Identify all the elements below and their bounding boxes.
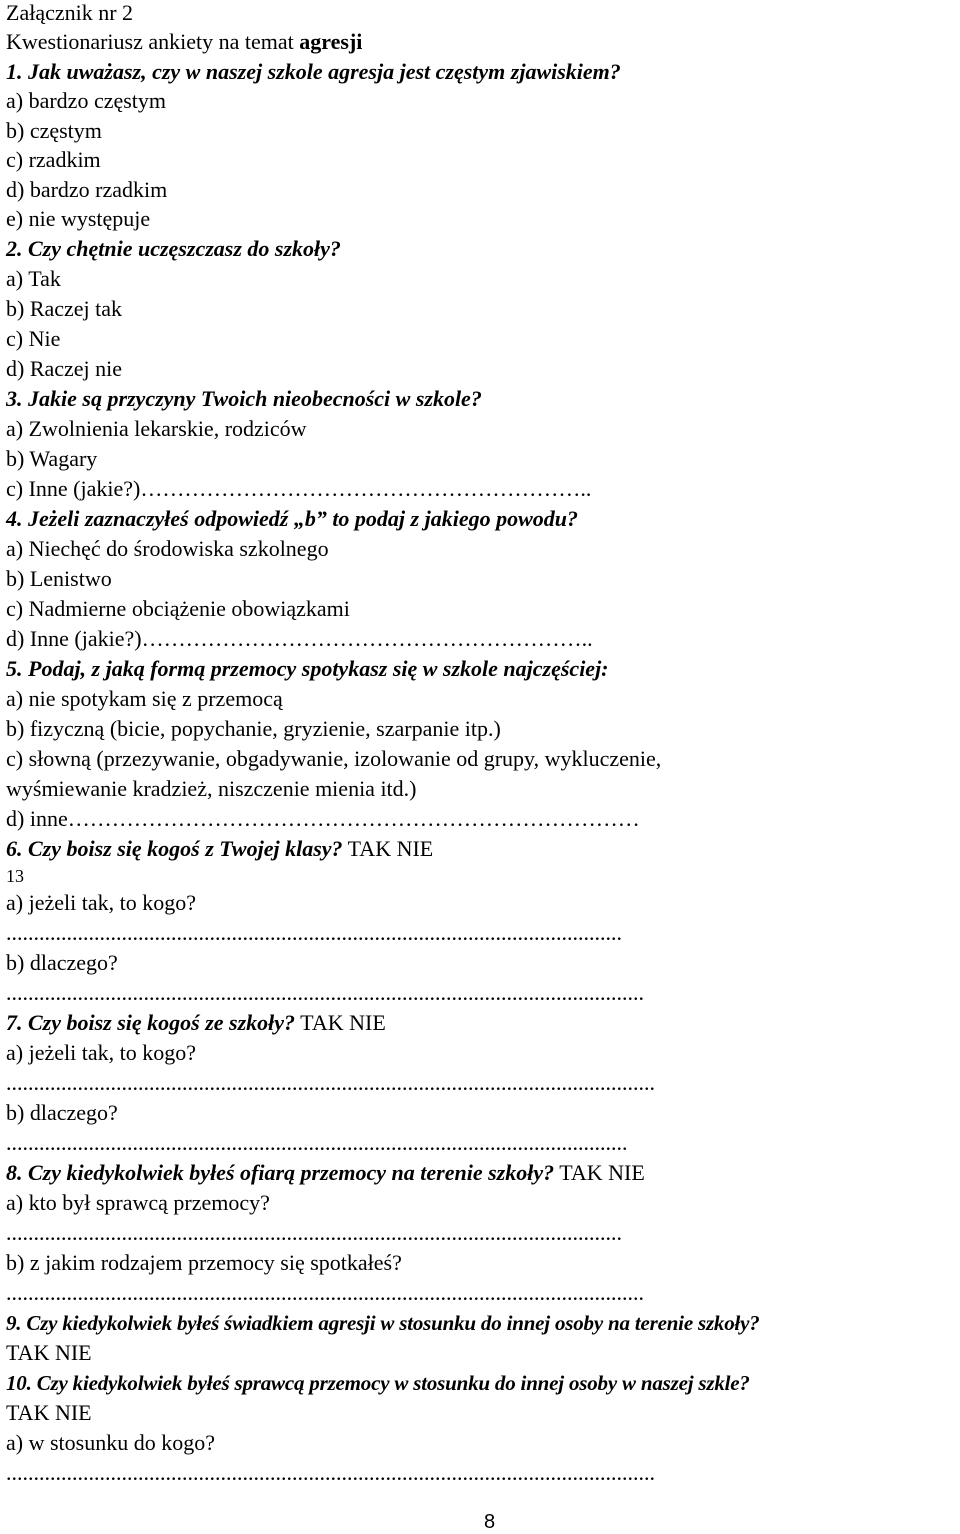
q6-answer-dots-a: ................................................................................................................ — [6, 920, 622, 945]
q5-option-c-continued: wyśmiewanie kradzież, niszczenie mienia itd.) — [6, 776, 417, 801]
question-6 — [6, 836, 433, 862]
question-7-text: 7. Czy boisz się kogoś ze szkoły? — [6, 1010, 296, 1035]
question-4: 4. Jeżeli zaznaczyłeś odpowiedź „b” to podaj z jakiego powodu? — [6, 506, 578, 531]
q1-option-d: d) bardzo rzadkim — [6, 177, 168, 202]
q5-option-a: a) nie spotykam się z przemocą — [6, 686, 283, 711]
q7-line-a: a) jeżeli tak, to kogo? — [6, 1040, 196, 1065]
q8-line-b: b) z jakim rodzajem przemocy się spotkałeś? — [6, 1250, 402, 1275]
question-7-answer: TAK NIE — [295, 1010, 386, 1035]
question-7 — [6, 1010, 386, 1036]
questionnaire-title — [6, 29, 362, 55]
q6-line-a: a) jeżeli tak, to kogo? — [6, 890, 196, 915]
q2-option-d: d) Raczej nie — [6, 356, 123, 381]
q10-answer-dots-a: ...................................................................................................................... — [6, 1460, 655, 1485]
q1-option-a: a) bardzo częstym — [6, 88, 167, 113]
title-prefix: Kwestionariusz ankiety na temat — [6, 29, 300, 54]
q10-line-a: a) w stosunku do kogo? — [6, 1430, 215, 1455]
q3-option-b: b) Wagary — [6, 446, 98, 471]
q7-line-b: b) dlaczego? — [6, 1100, 118, 1125]
q8-line-a: a) kto był sprawcą przemocy? — [6, 1190, 270, 1215]
q2-option-a: a) Tak — [6, 266, 61, 291]
q4-option-c: c) Nadmierne obciążenie obowiązkami — [6, 596, 350, 621]
q6-footnote-number: 13 — [6, 866, 24, 886]
q9-answer: TAK NIE — [6, 1340, 92, 1365]
question-8-text: 8. Czy kiedykolwiek byłeś ofiarą przemocy na terenie szkoły? — [6, 1160, 555, 1185]
q5-option-d: d) inne…………………………………………………………………… — [6, 806, 640, 831]
annex-label: Załącznik nr 2 — [6, 0, 134, 25]
q3-option-c: c) Inne (jakie?)…………………………………………………….. — [6, 476, 592, 501]
question-10: 10. Czy kiedykolwiek byłeś sprawcą przemocy w stosunku do innej osoby w naszej szkle? — [6, 1371, 750, 1395]
q7-answer-dots-b: ................................................................................................................. — [6, 1130, 628, 1155]
question-6-text: 6. Czy boisz się kogoś z Twojej klasy? — [6, 836, 343, 861]
q3-option-a: a) Zwolnienia lekarskie, rodziców — [6, 416, 307, 441]
title-topic: agresji — [299, 29, 363, 54]
q6-answer-dots-b: .................................................................................................................... — [6, 980, 644, 1005]
q4-option-d: d) Inne (jakie?)…………………………………………………….. — [6, 626, 593, 651]
question-5: 5. Podaj, z jaką formą przemocy spotykasz się w szkole najczęściej: — [6, 656, 609, 681]
q1-option-b: b) częstym — [6, 118, 102, 143]
q1-option-e: e) nie występuje — [6, 206, 151, 231]
q1-option-c: c) rzadkim — [6, 147, 101, 172]
q7-answer-dots-a: ...................................................................................................................... — [6, 1070, 655, 1095]
q4-option-a: a) Niechęć do środowiska szkolnego — [6, 536, 329, 561]
q5-option-c: c) słowną (przezywanie, obgadywanie, izolowanie od grupy, wykluczenie, — [6, 746, 662, 771]
question-3: 3. Jakie są przyczyny Twoich nieobecności w szkole? — [6, 386, 482, 411]
question-6-answer: TAK NIE — [342, 836, 434, 861]
question-9: 9. Czy kiedykolwiek byłeś świadkiem agresji w stosunku do innej osoby na terenie szkoły? — [6, 1311, 760, 1335]
question-8-answer: TAK NIE — [554, 1160, 645, 1185]
question-8 — [6, 1160, 645, 1186]
q10-answer: TAK NIE — [6, 1400, 92, 1425]
q2-option-c: c) Nie — [6, 326, 61, 351]
page-number: 8 — [484, 1511, 496, 1533]
q2-option-b: b) Raczej tak — [6, 296, 123, 321]
q8-answer-dots-a: ................................................................................................................ — [6, 1220, 622, 1245]
question-1: 1. Jak uważasz, czy w naszej szkole agresja jest częstym zjawiskiem? — [6, 59, 621, 84]
q5-option-b: b) fizyczną (bicie, popychanie, gryzienie, szarpanie itp.) — [6, 716, 501, 741]
q4-option-b: b) Lenistwo — [6, 566, 112, 591]
q8-answer-dots-b: .................................................................................................................... — [6, 1280, 644, 1305]
q6-line-b: b) dlaczego? — [6, 950, 118, 975]
question-2: 2. Czy chętnie uczęszczasz do szkoły? — [6, 236, 341, 261]
